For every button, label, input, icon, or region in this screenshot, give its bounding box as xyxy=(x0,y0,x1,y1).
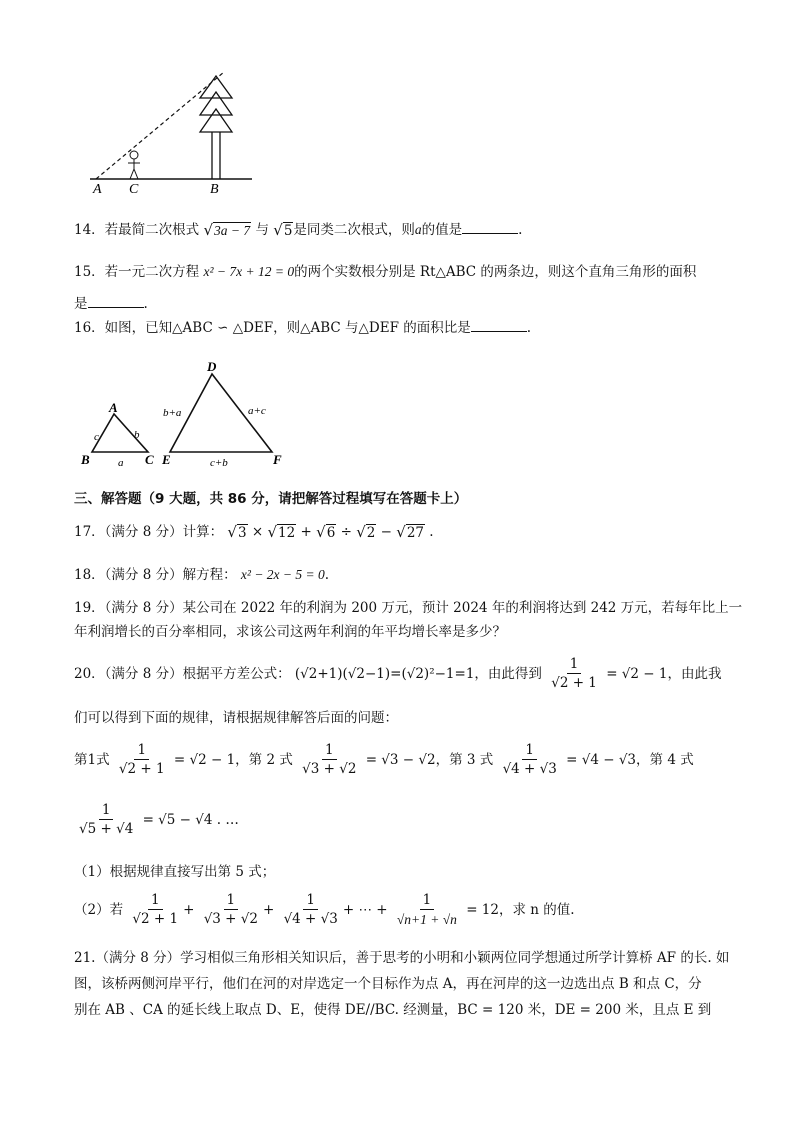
fraction: $\frac{1}{√n+1 + √n}$ xyxy=(396,892,457,927)
label-side-ba: b+a xyxy=(163,407,182,419)
question-19-line2: 年利润增长的百分率相同，求该公司这两年利润的年平均增长率是多少？ xyxy=(74,624,506,640)
question-20-part2: （2）若 $\frac{1}{√2 + 1}$ + $\frac{1}{√3 + √2}$ + $\frac{1}{√4 + √3}$ + ⋯ + $\frac{1}{√n+1 + √n}$ = 12，求 n 的值. xyxy=(74,892,575,927)
label-F: F xyxy=(273,452,282,467)
answer-blank[interactable] xyxy=(471,319,527,332)
label-side-b: b xyxy=(134,429,140,441)
fraction: $\frac{1}{√3 + √2}$ xyxy=(302,742,357,777)
tree-shadow-figure xyxy=(84,68,264,198)
question-15-line2: 是 . xyxy=(74,296,148,312)
similar-triangles-figure xyxy=(76,358,296,474)
label-B: B xyxy=(210,182,219,197)
fraction: $\frac{1}{√5 + √4}$ xyxy=(79,802,134,837)
person-leg-right xyxy=(134,169,138,179)
question-20-series: 第1式 $\frac{1}{√2 + 1}$ = √2 − 1，第 2 式 $\frac{1}{√3 + √2}$ = √3 − √2，第 3 式 $\frac{1}{√4 + √3}$ = √4 − √3，第 4 式 xyxy=(74,742,694,777)
tree-bottom-triangle xyxy=(200,109,232,132)
question-18: 18．（满分 8 分）解方程： x² − 2x − 5 = 0. xyxy=(74,567,330,583)
question-16: 16．如图，已知△ABC ∽ △DEF，则△ABC 与△DEF 的面积比是 . xyxy=(74,320,532,336)
sqrt-6: √ 6 xyxy=(316,523,336,541)
question-21-line3: 别在 AB 、CA 的延长线上取点 D、E，使得 DE//BC. 经测量，BC = 120 米，DE = 200 米，且点 E 到 xyxy=(74,1002,712,1018)
question-20-line2: 们可以得到下面的规律，请根据规律解答后面的问题： xyxy=(74,710,398,726)
question-20-part1: （1）根据规律直接写出第 5 式； xyxy=(74,864,276,880)
label-side-c: c xyxy=(94,431,99,443)
answer-blank[interactable] xyxy=(462,221,518,234)
label-A: A xyxy=(93,182,102,197)
question-14: 14．若最简二次根式 √ 3a − 7 与 √ 5 是同类二次根式，则a的值是 . xyxy=(74,221,523,239)
question-20: 20．（满分 8 分）根据平方差公式： (√2+1)(√2−1)=(√2)²−1=1，由此得到 $\frac{1}{√2 + 1}$ = √2 − 1，由此我 xyxy=(74,656,722,691)
person-head xyxy=(130,151,138,159)
label-A: A xyxy=(109,400,118,415)
fraction: $\frac{1}{√4 + √3}$ xyxy=(502,742,557,777)
question-17: 17．（满分 8 分）计算： √ 3 × √ 12 + √ 6 ÷ √ 2 − √ 27 . xyxy=(74,523,434,541)
person-leg-left xyxy=(130,169,134,179)
label-C: C xyxy=(145,452,154,467)
fraction: $\frac{1}{√3 + √2}$ xyxy=(203,892,258,927)
answer-blank[interactable] xyxy=(88,295,144,308)
label-E: E xyxy=(162,452,171,467)
fraction: $\frac{1}{√4 + √3}$ xyxy=(283,892,338,927)
question-20-series-4: $\frac{1}{√5 + √4}$ = √5 − √4 . … xyxy=(74,802,239,839)
label-C: C xyxy=(129,182,139,197)
question-19-line1: 19．（满分 8 分）某公司在 2022 年的利润为 200 万元，预计 2024 年的利润将达到 242 万元，若每年比上一 xyxy=(74,600,743,616)
fraction: $\frac{1}{√2 + 1}$ xyxy=(551,656,597,691)
sqrt-3: √ 3 xyxy=(227,523,247,541)
sqrt-3a-7: √ 3a − 7 xyxy=(203,221,251,239)
sqrt-5: √ 5 xyxy=(273,221,293,239)
tree-mid-triangle xyxy=(200,92,232,115)
sqrt-12: √ 12 xyxy=(267,523,296,541)
question-21-line1: 21.（满分 8 分）学习相似三角形相关知识后，善于思考的小明和小颖两位同学想通过所学计算桥 AF 的长. 如 xyxy=(74,950,730,966)
section-3-heading: 三、解答题（9 大题，共 86 分，请把解答过程填写在答题卡上） xyxy=(74,491,468,507)
sqrt-27: √ 27 xyxy=(396,523,424,541)
label-side-ac: a+c xyxy=(248,405,266,417)
label-B: B xyxy=(81,452,90,467)
question-15: 15．若一元二次方程 x² − 7x + 12 = 0的两个实数根分别是 Rt△ABC 的两条边，则这个直角三角形的面积 xyxy=(74,264,697,280)
label-D: D xyxy=(207,359,217,374)
triangle-abc xyxy=(92,414,148,452)
label-side-cb: c+b xyxy=(210,457,228,469)
question-21-line2: 图，该桥两侧河岸平行，他们在河的对岸选定一个目标作为点 A，再在河岸的这一边选出点 B 和点 C，分 xyxy=(74,976,702,992)
label-side-a: a xyxy=(118,457,124,469)
sqrt-2: √ 2 xyxy=(356,523,376,541)
fraction: $\frac{1}{√2 + 1}$ xyxy=(132,892,179,927)
fraction: $\frac{1}{√2 + 1}$ xyxy=(118,742,165,777)
